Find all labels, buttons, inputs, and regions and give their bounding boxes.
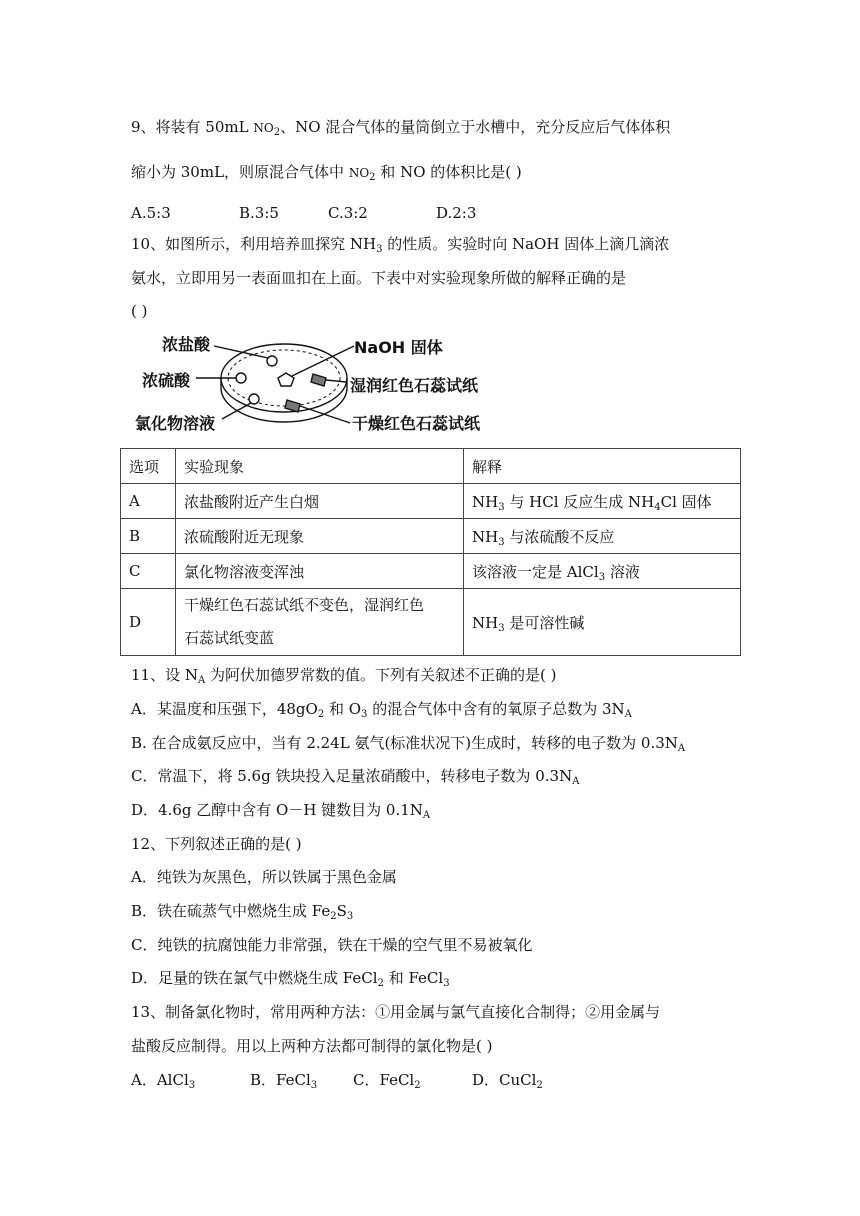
cell-text: 石蕊试纸变蓝	[184, 629, 275, 647]
subscript: 3	[376, 244, 383, 255]
q13-text: D．CuCl	[472, 1071, 537, 1089]
subscript: 2	[317, 709, 325, 720]
subscript: 3	[498, 622, 505, 634]
cell-text: 与 HCl 反应生成 NH	[504, 492, 655, 511]
q11-text: 11、设 N	[131, 666, 198, 684]
table-header: 选项	[121, 449, 176, 484]
subscript: 4	[654, 501, 661, 513]
table-row	[121, 554, 741, 589]
subscript: A	[677, 743, 686, 754]
q10-text: 10、如图所示，利用培养皿探究 NH	[131, 235, 377, 253]
q12-option-d	[131, 968, 450, 988]
q13-text: B．FeCl	[250, 1071, 311, 1089]
leader-line	[222, 403, 251, 419]
q11-option-b	[131, 733, 685, 753]
subscript: 3	[498, 536, 505, 548]
q11-text: C．常温下，将 5.6g 铁块投入足量浓硝酸中，转移电子数为 0.3N	[131, 767, 573, 785]
cell-text: NH	[472, 613, 499, 632]
q11-text: 的混合气体中含有的氧原子总数为 3N	[367, 700, 625, 718]
table-header-row	[121, 449, 741, 484]
table-cell-phenomenon: 浓盐酸附近产生白烟	[176, 484, 464, 519]
table-cell-phenomenon: 浓硫酸附近无现象	[176, 519, 464, 554]
conc-hcl-drop	[267, 356, 277, 366]
table-row	[121, 589, 741, 656]
table-cell-option: B	[121, 519, 176, 554]
experiment-table	[120, 448, 741, 656]
q13-option-d	[472, 1070, 543, 1090]
table-cell-phenomenon: 氯化物溶液变浑浊	[176, 554, 464, 589]
subscript: 2	[330, 911, 337, 922]
q13-option-b	[250, 1070, 317, 1090]
q11-option-a	[131, 699, 632, 719]
subscript: 2	[536, 1080, 543, 1091]
q11-text: 和 O	[324, 700, 362, 718]
q11-option-c	[131, 766, 579, 786]
q9-text: 、NO 混合气体的量筒倒立于水槽中，充分反应后气体体积	[280, 118, 671, 136]
cell-text: NH	[472, 527, 499, 546]
q9-option-b: B.3:5	[239, 204, 279, 222]
q11-text: 为阿伏加德罗常数的值。下列有关叙述不正确的是( )	[205, 666, 557, 684]
subscript: 3	[310, 1080, 318, 1091]
leader-line	[300, 406, 350, 423]
table-header: 解释	[464, 449, 741, 484]
label-dry-litmus: 干燥红色石蕊试纸	[352, 414, 481, 433]
q9-text: 缩小为 30mL，则原混合气体中	[131, 163, 349, 181]
subscript: 2	[414, 1080, 421, 1091]
subscript: A	[624, 709, 632, 720]
q11-text: D．4.6g 乙醇中含有 O－H 键数目为 0.1N	[131, 801, 423, 819]
q12-option-b	[131, 901, 353, 921]
subscript: 3	[498, 501, 505, 513]
subscript: 3	[188, 1080, 196, 1091]
q13-line2: 盐酸反应制得。用以上两种方法都可制得的氯化物是( )	[131, 1037, 493, 1055]
subscript: 2	[273, 127, 281, 138]
q9-option-a: A.5:3	[131, 204, 171, 222]
formula: NO	[253, 121, 274, 135]
q9-option-c: C.3:2	[328, 204, 368, 222]
q12-text: B．铁在硫蒸气中燃烧生成 Fe	[131, 902, 331, 920]
label-chloride-solution: 氯化物溶液	[135, 414, 216, 433]
table-cell-explanation	[464, 519, 741, 554]
subscript: 3	[598, 571, 606, 583]
label-conc-h2so4: 浓硫酸	[142, 371, 191, 390]
table-row	[121, 519, 741, 554]
subscript: 3	[361, 709, 368, 720]
subscript: 3	[443, 978, 450, 989]
table-header: 实验现象	[176, 449, 464, 484]
subscript: 3	[346, 911, 354, 922]
q9-text: 9、将装有 50mL	[131, 118, 254, 136]
subscript: A	[422, 810, 431, 821]
q11-option-d	[131, 800, 430, 820]
q9-text: 和 NO 的体积比是( )	[375, 163, 522, 181]
cell-text: 溶液	[605, 562, 640, 581]
cell-text: 干燥红色石蕊试纸不变色，湿润红色	[184, 596, 425, 614]
q13-line1: 13、制备氯化物时，常用两种方法：①用金属与氯气直接化合制得；②用金属与	[131, 1003, 661, 1021]
table-cell-phenomenon	[176, 589, 464, 656]
q10-text: 的性质。实验时向 NaOH 固体上滴几滴浓	[382, 235, 670, 253]
table-cell-explanation	[464, 589, 741, 656]
q9-option-d: D.2:3	[436, 204, 477, 222]
cell-text: NH	[472, 492, 499, 511]
q13-option-c	[353, 1070, 421, 1090]
cell-text: 与浓硫酸不反应	[504, 527, 615, 546]
conc-h2so4-drop	[236, 373, 246, 383]
table-cell-option: C	[121, 554, 176, 589]
q10-line2: 氨水，立即用另一表面皿扣在上面。下表中对实验现象所做的解释正确的是	[131, 269, 627, 287]
q13-text: A．AlCl	[131, 1071, 189, 1089]
q9-line2	[131, 162, 522, 183]
q12-option-a: A．纯铁为灰黑色，所以铁属于黑色金属	[131, 868, 397, 886]
q10-line3: ( )	[131, 302, 148, 320]
q12-text: D．足量的铁在氯气中燃烧生成 FeCl	[131, 969, 378, 987]
cell-text: 是可溶性碱	[504, 613, 585, 632]
subscript: A	[572, 776, 580, 787]
label-conc-hcl: 浓盐酸	[162, 335, 211, 354]
q12-text: 和 FeCl	[383, 969, 444, 987]
subscript: 2	[377, 978, 384, 989]
q11-text: B. 在合成氨反应中，当有 2.24L 氨气(标准状况下)生成时，转移的电子数为 0.3N	[131, 734, 678, 752]
cell-text: Cl 固体	[660, 492, 712, 511]
q12-option-c: C．纯铁的抗腐蚀能力非常强，铁在干燥的空气里不易被氧化	[131, 936, 533, 954]
table-cell-option: D	[121, 589, 176, 656]
table-cell-explanation	[464, 554, 741, 589]
q9-line1	[131, 117, 670, 138]
label-wet-litmus: 湿润红色石蕊试纸	[350, 376, 479, 395]
q10-line1	[131, 234, 669, 254]
q13-option-a	[131, 1070, 195, 1090]
label-naoh-solid: NaOH 固体	[354, 338, 443, 357]
q11-stem	[131, 665, 556, 685]
table-cell-option: A	[121, 484, 176, 519]
subscript: A	[197, 675, 206, 686]
q11-text: A．某温度和压强下，48gO	[131, 700, 318, 718]
table-row	[121, 484, 741, 519]
cell-text: 该溶液一定是 AlCl	[472, 562, 599, 581]
q12-stem: 12、下列叙述正确的是( )	[131, 835, 302, 853]
q12-text: S	[336, 902, 347, 920]
table-cell-explanation	[464, 484, 741, 519]
subscript: 2	[369, 172, 376, 183]
formula: NO	[348, 166, 370, 180]
q13-text: C．FeCl	[353, 1071, 415, 1089]
